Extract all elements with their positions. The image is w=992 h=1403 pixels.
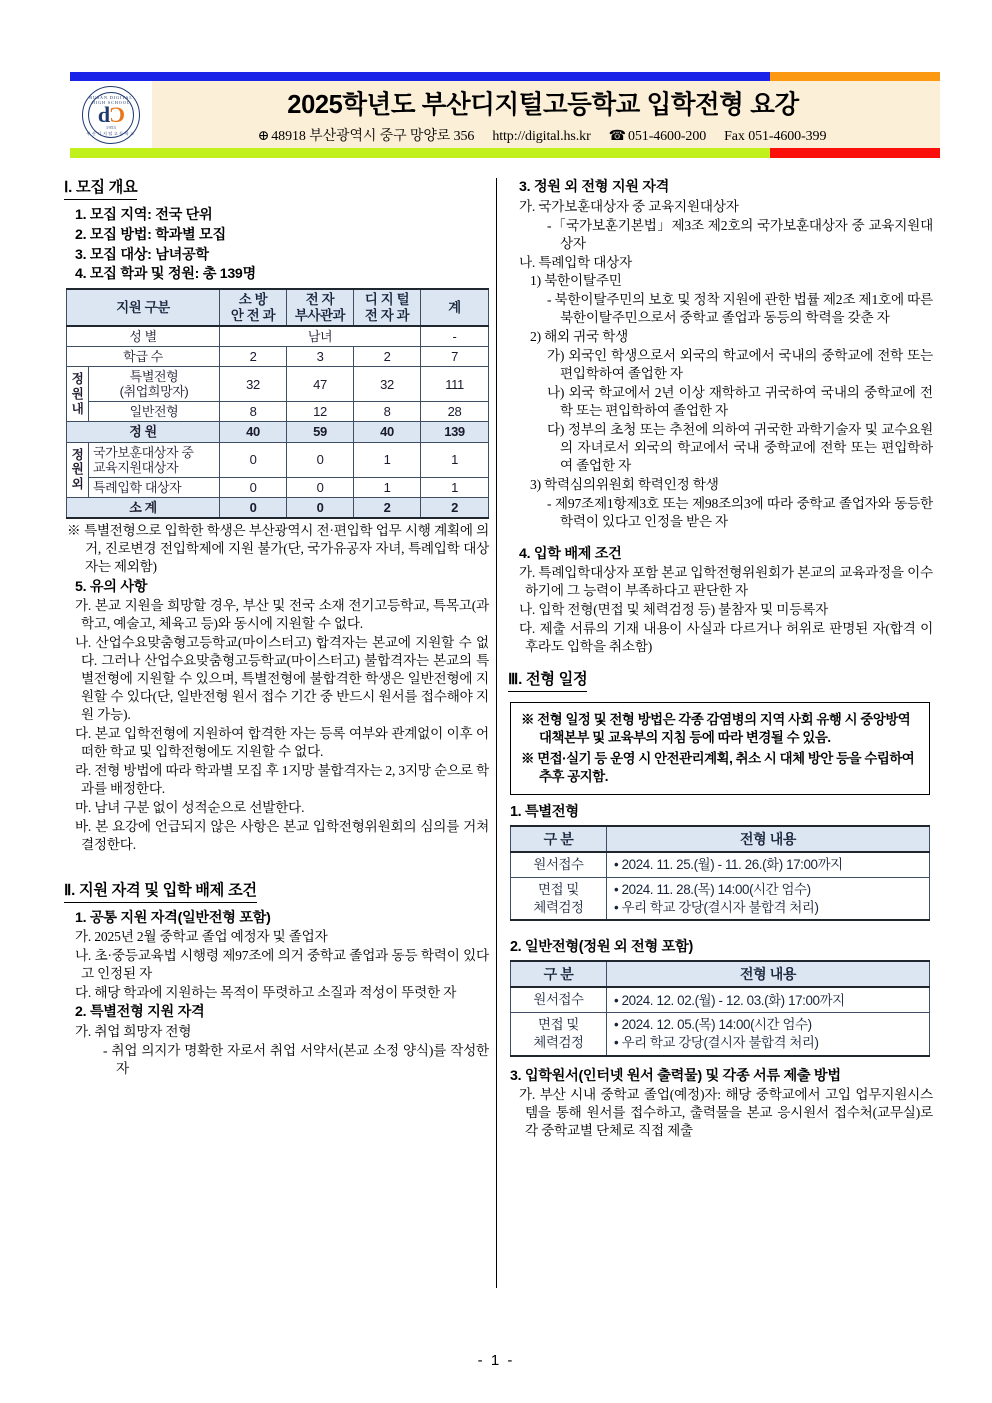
schedule-table-2-head (511, 961, 930, 987)
section-1-heading: Ⅰ. 모집 개요 (64, 178, 137, 200)
quota-row-general-total: 28 (421, 402, 489, 422)
document-header (70, 72, 940, 158)
section-2-sub1-heading: 1. 공통 지원 자격(일반전형 포함) (75, 909, 271, 926)
quota-subtotal-outside-total: 2 (421, 497, 489, 518)
quota-row-special-v1: 32 (220, 367, 287, 402)
section-2-sub3-heading: 3. 정원 외 전형 지원 자격 (519, 179, 670, 195)
quota-row-veteran-label-line1: 국가보훈대상자 중 (93, 444, 194, 460)
quota-row-classes-v2: 3 (287, 347, 354, 367)
quota-header-electronic-nco-line2: 부사관과 (294, 307, 346, 323)
quota-row-special-admission-v2: 0 (287, 477, 354, 497)
page-footer: - 1 - (477, 1352, 515, 1369)
quota-header-fire-safety-line2: 안 전 과 (230, 307, 276, 323)
section-3-heading-wrap (508, 670, 933, 696)
section-1-item-5a: 가. 본교 지원을 희망할 경우, 부산 및 전국 소재 전기고등학교, 특목고(과학고, 예술고, 체육고 등)와 동시에 지원할 수 없다. (75, 598, 489, 632)
top-bar-blue-segment (70, 72, 770, 81)
quota-table-body (67, 326, 489, 518)
document-title: 2025학년도 부산디지털고등학교 입학전형 요강 (287, 90, 799, 119)
school-logo (70, 81, 152, 148)
schedule-1-header-category: 구 분 (511, 826, 607, 852)
quota-row-special-admission-total: 1 (421, 477, 489, 497)
schedule-table-1-head (511, 826, 930, 852)
quota-header-digital-electronics-line2: 전 자 과 (364, 307, 410, 323)
schedule-2-header-content: 전형 내용 (607, 961, 930, 987)
section-1-item-3: 3. 모집 대상: 남녀공학 (75, 246, 209, 263)
section-2-sub2-heading: 2. 특별전형 지원 자격 (75, 1004, 205, 1021)
logo-year-text: 1953 (105, 124, 117, 130)
left-column (64, 178, 489, 1079)
table-row (511, 987, 930, 1012)
quota-row-classes-label: 학급 수 (67, 347, 220, 367)
header-body (70, 81, 940, 148)
header-text-block (152, 81, 940, 148)
quota-header-electronic-nco (287, 289, 354, 326)
schedule-table-2-body (511, 987, 930, 1055)
quota-subtotal-within-label: 정 원 (67, 422, 220, 442)
quota-row-veteran-total: 1 (421, 442, 489, 477)
quota-table-header-row (67, 289, 489, 326)
quota-row-gender-total: - (421, 326, 489, 347)
section-2-sub4-item-a: 가. 특례입학대상자 포함 본교 입학전형위원회가 본교의 교육과정을 이수하기에 그 능력이 부족하다고 판단한 자 (519, 565, 933, 599)
table-row (67, 422, 489, 442)
section-1-item-5e: 마. 남녀 구분 없이 성적순으로 선발한다. (75, 799, 305, 815)
section-1-heading-wrap (64, 178, 489, 204)
section-2-sub1-item-b: 나. 초·중등교육법 시행령 제97조에 의거 중학교 졸업과 동등 학력이 있다고 인정된 자 (75, 948, 489, 982)
section-3-sub3-heading: 3. 입학원서(인터넷 원서 출력물) 및 각종 서류 제출 방법 (510, 1067, 841, 1084)
quota-row-special-label (89, 367, 220, 402)
schedule-2-row2-value-line2: • 우리 학교 강당(결시자 불합격 처리) (614, 1034, 819, 1050)
quota-subtotal-outside-v1: 0 (220, 497, 287, 518)
section-2-sub4-heading: 4. 입학 배제 조건 (519, 545, 622, 562)
school-website: http://digital.hs.kr (492, 128, 591, 144)
section-2-sub3-item-b: 나. 특례입학 대상자 (519, 254, 633, 270)
schedule-1-row1-key: 원서접수 (511, 852, 607, 877)
schedule-table-2-title: 2. 일반전형(정원 외 전형 포함) (510, 939, 693, 956)
section-2-sub3-item-a-detail: -「국가보훈기본법」제3조 제2호의 국가보훈대상자 중 교육지원대상자 (547, 217, 933, 251)
section-2-sub3-b2-item-a: 가) 외국인 학생으로서 외국의 학교에서 국내의 중학교에 전학 또는 편입학하여 졸업한 자 (547, 348, 933, 382)
section-1-item-1: 1. 모집 지역: 전국 단위 (75, 207, 213, 224)
schedule-1-row2-value (607, 877, 930, 920)
quota-row-veteran-v1: 0 (220, 442, 287, 477)
quota-group-outside-quota-label: 정 원 외 (67, 442, 89, 497)
section-2-sub1-item-a: 가. 2025년 2월 중학교 졸업 예정자 및 졸업자 (75, 929, 328, 945)
quota-row-gender-label: 성 별 (67, 326, 220, 347)
section-2-sub2-item-a: 가. 취업 희망자 전형 (75, 1023, 192, 1039)
section-2-sub3-b3-detail: - 제97조제1항제3호 또는 제98조의3에 따라 중학교 졸업자와 동등한 학력이 있다고 인정을 받은 자 (547, 495, 933, 529)
schedule-notice-line-1: ※ 전형 일정 및 전형 방법은 각종 감염병의 지역 사회 유행 시 중앙방역대책본부 및 교육부의 지침 등에 따라 변경될 수 있음. (521, 712, 911, 746)
schedule-2-row2-value-line1: • 2024. 12. 05.(목) 14:00(시간 엄수) (614, 1017, 812, 1033)
schedule-1-row2-key-line1: 면접 및 (538, 881, 579, 897)
column-divider (496, 178, 497, 1288)
schedule-1-row2-value-line2: • 우리 학교 강당(결시자 불합격 처리) (614, 899, 819, 915)
quota-row-special-v3: 32 (354, 367, 421, 402)
table-row (67, 477, 489, 497)
quota-subtotal-within-v1: 40 (220, 422, 287, 442)
table-row (67, 367, 489, 402)
schedule-1-row1-value: • 2024. 11. 25.(월) - 11. 26.(화) 17:00까지 (607, 852, 930, 877)
schedule-2-header-category: 구 분 (511, 961, 607, 987)
schedule-1-row2-key (511, 877, 607, 920)
school-fax: Fax 051-4600-399 (724, 128, 827, 144)
quota-row-special-v2: 47 (287, 367, 354, 402)
section-2-sub2-item-a-detail: - 취업 의지가 명확한 자로서 취업 서약서(본교 소정 양식)를 작성한 자 (103, 1042, 489, 1076)
schedule-2-row2-value (607, 1013, 930, 1056)
schedule-notice-box (510, 702, 930, 795)
school-address: 48918 부산광역시 중구 망양로 356 (271, 128, 475, 144)
logo-monogram-left: d (97, 101, 110, 127)
table-row (67, 497, 489, 518)
quota-row-general-v1: 8 (220, 402, 287, 422)
section-1-item-5f: 바. 본 요강에 언급되지 않은 사항은 본교 입학전형위원회의 심의를 거쳐 결정한다. (75, 818, 489, 852)
schedule-1-row2-key-line2: 체력검정 (533, 899, 584, 915)
zip-icon: ⊕ (257, 128, 270, 144)
quota-row-classes-v3: 2 (354, 347, 421, 367)
quota-subtotal-within-total: 139 (421, 422, 489, 442)
section-1-item-4: 4. 모집 학과 및 정원: 총 139명 (75, 266, 256, 283)
table-row (511, 852, 930, 877)
table-row (511, 877, 930, 920)
schedule-table-1-body (511, 852, 930, 920)
logo-monogram-right: Ɔ (109, 101, 125, 127)
schedule-2-row2-key-line1: 면접 및 (538, 1017, 579, 1033)
special-admission-schedule-table (510, 825, 930, 921)
section-2-heading-wrap (64, 881, 489, 907)
logo-circle (82, 86, 140, 144)
quota-header-total: 계 (421, 289, 489, 326)
section-2-sub3-b2: 2) 해외 귀국 학생 (530, 329, 629, 345)
quota-header-fire-safety-line1: 소 방 (238, 292, 268, 307)
section-1-table-note: ※ 특별전형으로 입학한 학생은 부산광역시 전·편입학 업무 시행 계획에 의거, 진로변경 전입학제에 지원 불가(단, 국가유공자 자녀, 특례입학 대상자는 제외함) (67, 522, 489, 574)
section-2-sub3-b1: 1) 북한이탈주민 (530, 273, 622, 289)
schedule-table-2-header-row (511, 961, 930, 987)
quota-row-veteran-label (89, 442, 220, 477)
section-2-sub3-b2-item-c: 다) 정부의 초청 또는 추천에 의하여 귀국한 과학기술자 및 교수요원의 자녀로서 외국의 학교에서 국내 중학교에 전학 또는 편입학하여 졸업한 자 (547, 421, 933, 473)
quota-row-special-admission-v1: 0 (220, 477, 287, 497)
header-bottom-color-bar (70, 148, 940, 158)
quota-row-classes-v1: 2 (220, 347, 287, 367)
table-row (511, 1013, 930, 1056)
bottom-bar-red-segment (770, 148, 940, 158)
logo-arc-bottom-text: 부산디지털고등학교 (86, 130, 136, 136)
section-1-item-5d: 라. 전형 방법에 따라 학과별 모집 후 1지망 불합격자는 2, 3지망 순으로 학과를 배정한다. (75, 762, 489, 796)
section-2-sub3-item-a: 가. 국가보훈대상자 중 교육지원대상자 (519, 198, 739, 214)
schedule-2-row2-key-line2: 체력검정 (533, 1034, 584, 1050)
school-phone: 051-4600-200 (628, 128, 707, 144)
table-row (67, 326, 489, 347)
quota-row-general-v2: 12 (287, 402, 354, 422)
quota-row-gender-merged: 남녀 (220, 326, 421, 347)
schedule-1-row2-value-line1: • 2024. 11. 28.(목) 14:00(시간 엄수) (614, 882, 811, 898)
quota-row-general-label: 일반전형 (89, 402, 220, 422)
schedule-table-1-header-row (511, 826, 930, 852)
quota-header-digital-electronics (354, 289, 421, 326)
quota-row-veteran-v3: 1 (354, 442, 421, 477)
quota-header-digital-electronics-line1: 디 지 털 (364, 292, 410, 307)
quota-subtotal-outside-label: 소 계 (67, 497, 220, 518)
section-2-sub4-item-c: 다. 제출 서류의 기재 내용이 사실과 다르거나 허위로 판명된 자(합격 이후라도 입학을 취소함) (519, 621, 933, 655)
section-1-item-5b: 나. 산업수요맞춤형고등학교(마이스터고) 합격자는 본교에 지원할 수 없다. 그러나 산업수요맞춤형고등학교(마이스터고) 불합격자는 본교의 특별전형에 지원할 수 있으며, 특별전형에 불합격한 학생은 일반전형에 지원할 수 있다(단, 일반전형 원서 접수 기간 중 반드시 원서를 접수해야 지원 가능). (75, 635, 489, 723)
quota-group-within-quota-label: 정 원 내 (67, 367, 89, 422)
schedule-1-header-content: 전형 내용 (607, 826, 930, 852)
section-2-sub3-b3: 3) 학력심의위원회 학력인정 학생 (530, 476, 719, 492)
quota-subtotal-outside-v3: 2 (354, 497, 421, 518)
bottom-bar-green-segment (70, 148, 770, 158)
right-column (508, 178, 933, 1141)
phone-icon: ☎ (608, 128, 626, 144)
table-row (67, 347, 489, 367)
quota-row-special-label-line2: (취업희망자) (119, 384, 189, 400)
table-row (67, 442, 489, 477)
section-2-sub1-item-c: 다. 해당 학과에 지원하는 목적이 뚜렷하고 소질과 적성이 뚜렷한 자 (75, 985, 457, 1001)
quota-header-electronic-nco-line1: 전 자 (305, 292, 335, 307)
schedule-table-1-title: 1. 특별전형 (510, 803, 579, 820)
section-1-item-2: 2. 모집 방법: 학과별 모집 (75, 226, 226, 243)
quota-subtotal-outside-v2: 0 (287, 497, 354, 518)
quota-row-special-admission-label: 특례입학 대상자 (89, 477, 220, 497)
section-2-sub4-item-b: 나. 입학 전형(면접 및 체력검정 등) 불참자 및 미등록자 (519, 602, 829, 618)
recruitment-quota-table (66, 288, 489, 519)
quota-row-veteran-label-line2: 교육지원대상자 (93, 459, 179, 475)
quota-row-special-total: 111 (421, 367, 489, 402)
quota-row-veteran-v2: 0 (287, 442, 354, 477)
section-2-heading: Ⅱ. 지원 자격 및 입학 배제 조건 (64, 881, 257, 903)
section-1-item-5c: 다. 본교 입학전형에 지원하여 합격한 자는 등록 여부와 관계없이 이후 어떠한 학교 및 입학전형에도 지원할 수 없다. (75, 725, 489, 759)
section-2-sub3-b2-item-b: 나) 외국 학교에서 2년 이상 재학하고 귀국하여 국내의 중학교에 전학 또는 편입학하여 졸업한 자 (547, 385, 933, 419)
header-top-color-bar (70, 72, 940, 81)
quota-table-head (67, 289, 489, 326)
table-row (67, 402, 489, 422)
general-admission-schedule-table (510, 960, 930, 1056)
quota-header-fire-safety (220, 289, 287, 326)
quota-row-classes-total: 7 (421, 347, 489, 367)
quota-row-special-admission-v3: 1 (354, 477, 421, 497)
quota-header-category: 지원 구분 (67, 289, 220, 326)
schedule-notice-line-2: ※ 면접·실기 등 운영 시 안전관리계획, 취소 시 대체 방안 등을 수립하여 추후 공지함. (521, 750, 915, 784)
quota-row-special-label-line1: 특별전형 (129, 369, 179, 385)
quota-subtotal-within-v3: 40 (354, 422, 421, 442)
logo-arc-top-text: BUSAN DIGITAL HIGH SCHOOL (89, 94, 133, 105)
top-bar-orange-segment (770, 72, 940, 81)
quota-row-general-v3: 8 (354, 402, 421, 422)
section-3-sub3-item-a: 가. 부산 시내 중학교 졸업(예정)자: 해당 중학교에서 고입 업무지원시스템을 통해 원서를 접수하고, 출력물을 본교 응시원서 접수처(교무실)로 각 중학교별 단체로 직접 제출 (519, 1087, 933, 1139)
schedule-2-row1-value: • 2024. 12. 02.(월) - 12. 03.(화) 17:00까지 (607, 987, 930, 1012)
section-1-item-5-heading: 5. 유의 사항 (75, 578, 148, 595)
school-contact-line (258, 125, 829, 145)
quota-subtotal-within-v2: 59 (287, 422, 354, 442)
section-2-sub3-b1-detail: - 북한이탈주민의 보호 및 정착 지원에 관한 법률 제2조 제1호에 따른 북한이탈주민으로서 중학교 졸업과 동등의 학력을 갖춘 자 (547, 292, 933, 326)
section-3-heading: Ⅲ. 전형 일정 (508, 670, 587, 692)
schedule-2-row1-key: 원서접수 (511, 987, 607, 1012)
schedule-2-row2-key (511, 1013, 607, 1056)
